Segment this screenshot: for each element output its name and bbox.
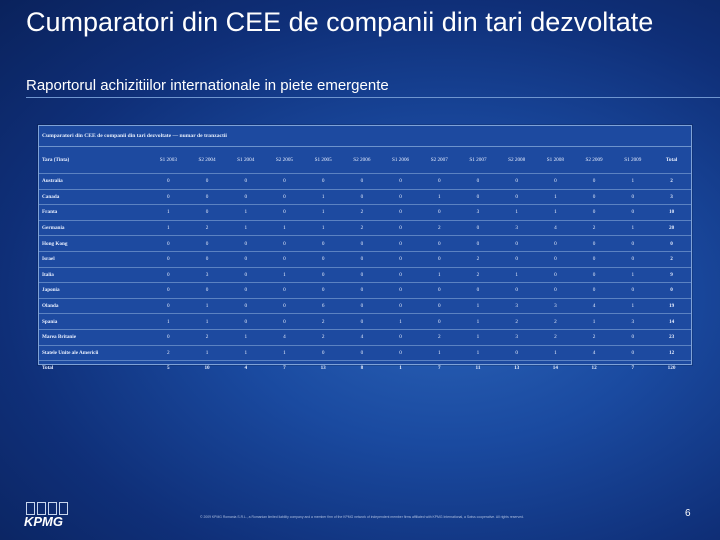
table-cell: 3 — [497, 329, 536, 345]
table-caption: Cumparatori din CEE de companii din tari dezvoltate — numar de tranzactii — [39, 126, 691, 147]
table-cell: 0 — [265, 205, 304, 221]
table-cell: 4 — [343, 329, 382, 345]
row-label: Olanda — [39, 298, 149, 314]
table-cell: 1 — [399, 365, 402, 372]
table-cell: 0 — [265, 251, 304, 267]
table-cell: 2 — [420, 329, 459, 345]
table-cell: 2 — [459, 267, 498, 283]
row-label: Statele Unite ale Americii — [39, 345, 149, 361]
row-total-cell: 2 — [652, 251, 691, 267]
table-cell: 0 — [188, 283, 227, 299]
table-cell: 1 — [459, 345, 498, 361]
table-row — [39, 314, 691, 330]
table-cell: 0 — [304, 236, 343, 252]
table-row — [39, 298, 691, 314]
table-cell: 0 — [304, 267, 343, 283]
table-cell: 14 — [552, 365, 558, 372]
table-cell: 0 — [188, 236, 227, 252]
table-cell: 1 — [226, 329, 265, 345]
table-cell: 0 — [149, 267, 188, 283]
table-cell: 0 — [226, 314, 265, 330]
table-cell: 5 — [167, 365, 170, 372]
table-cell: 0 — [381, 174, 420, 190]
table-cell: 0 — [420, 283, 459, 299]
table-cell: 1 — [265, 267, 304, 283]
table-cell: 0 — [226, 298, 265, 314]
table-cell: 2 — [188, 329, 227, 345]
row-total-cell: 12 — [652, 345, 691, 361]
table-cell: 0 — [536, 283, 575, 299]
data-table — [39, 147, 691, 376]
table-cell: 2 — [459, 251, 498, 267]
page-subtitle: Raportorul achizitiilor internationale in piete emergente — [26, 77, 389, 94]
table-cell: 0 — [575, 236, 614, 252]
table-cell: 0 — [575, 251, 614, 267]
row-label: Australia — [39, 174, 149, 190]
table-cell: 0 — [226, 283, 265, 299]
table-cell: 1 — [188, 345, 227, 361]
table-cell: 0 — [575, 267, 614, 283]
row-total-cell: 9 — [652, 267, 691, 283]
table-cell: 0 — [304, 283, 343, 299]
row-total-cell: 10 — [652, 205, 691, 221]
table-cell: 1 — [575, 314, 614, 330]
table-cell: 0 — [304, 174, 343, 190]
acquisitions-table — [38, 125, 692, 372]
table-cell: 2 — [575, 220, 614, 236]
row-total-cell: 19 — [652, 298, 691, 314]
table-cell: 4 — [265, 329, 304, 345]
table-cell: 0 — [149, 298, 188, 314]
table-cell: 0 — [343, 174, 382, 190]
table-row — [39, 283, 691, 299]
table-row — [39, 189, 691, 205]
table-cell: 0 — [420, 236, 459, 252]
row-label: Canada — [39, 189, 149, 205]
table-cell: 0 — [613, 251, 652, 267]
table-cell: 7 — [437, 365, 441, 372]
table-cell: 0 — [343, 251, 382, 267]
table-cell: 1 — [613, 267, 652, 283]
table-cell: 0 — [381, 205, 420, 221]
table-cell: 0 — [226, 267, 265, 283]
table-cell: 0 — [613, 189, 652, 205]
table-row — [39, 345, 691, 361]
table-cell: 0 — [343, 236, 382, 252]
table-cell: 0 — [188, 174, 227, 190]
table-cell: 2 — [420, 220, 459, 236]
copyright-notice: © 2009 KPMG Romania S.R.L., a Romanian limited liability company and a member firm of the KPMG network of independent member firms affiliated with KPMG International, a Swiss cooperative. All rights reserved. — [200, 515, 524, 519]
table-cell: 1 — [497, 267, 536, 283]
row-label: Spania — [39, 314, 149, 330]
row-label: Hong Kong — [39, 236, 149, 252]
table-cell: 13 — [514, 365, 520, 372]
row-total-cell: 14 — [652, 314, 691, 330]
table-cell: 0 — [226, 251, 265, 267]
table-cell: 0 — [420, 205, 459, 221]
table-cell: 2 — [188, 220, 227, 236]
row-label: Marea Britanie — [39, 329, 149, 345]
table-cell: 1 — [304, 189, 343, 205]
table-cell: 1 — [613, 174, 652, 190]
table-cell: 0 — [226, 236, 265, 252]
table-cell: 0 — [420, 174, 459, 190]
table-cell: 0 — [459, 189, 498, 205]
column-header: S1 2007 — [459, 147, 498, 174]
table-cell: 0 — [381, 236, 420, 252]
table-cell: 4 — [575, 345, 614, 361]
column-header: S1 2006 — [381, 147, 420, 174]
table-cell: 1 — [304, 205, 343, 221]
table-cell: 1 — [420, 189, 459, 205]
table-row — [39, 267, 691, 283]
table-cell: 3 — [497, 220, 536, 236]
table-cell: 0 — [265, 236, 304, 252]
total-row — [39, 361, 691, 376]
table-cell: 1 — [613, 220, 652, 236]
table-cell: 3 — [459, 205, 498, 221]
table-cell: 0 — [343, 298, 382, 314]
table-cell: 1 — [226, 220, 265, 236]
table-cell: 1 — [149, 220, 188, 236]
column-header: S1 2009 — [613, 147, 652, 174]
table-cell: 1 — [226, 205, 265, 221]
column-header: S2 2007 — [420, 147, 459, 174]
column-header: S1 2005 — [304, 147, 343, 174]
table-header-row — [39, 147, 691, 174]
table-cell: 6 — [304, 298, 343, 314]
table-cell: 4 — [575, 298, 614, 314]
table-cell: 12 — [591, 365, 597, 372]
row-label: Franta — [39, 205, 149, 221]
column-header: S2 2009 — [575, 147, 614, 174]
row-total-cell: 120 — [667, 365, 676, 372]
row-label: Israel — [39, 251, 149, 267]
table-cell: 0 — [188, 205, 227, 221]
table-cell: 1 — [304, 220, 343, 236]
table-cell: 0 — [149, 236, 188, 252]
table-cell: 1 — [536, 345, 575, 361]
table-cell: 0 — [497, 236, 536, 252]
table-cell: 0 — [613, 345, 652, 361]
table-cell: 1 — [420, 345, 459, 361]
table-cell: 2 — [304, 329, 343, 345]
table-cell: 0 — [304, 345, 343, 361]
table-cell: 2 — [304, 314, 343, 330]
table-cell: 0 — [188, 251, 227, 267]
table-row — [39, 329, 691, 345]
table-cell: 0 — [459, 174, 498, 190]
title-divider — [26, 97, 720, 98]
table-cell: 0 — [613, 205, 652, 221]
table-cell: 0 — [381, 267, 420, 283]
page-number: 6 — [685, 508, 691, 519]
table-cell: 0 — [497, 174, 536, 190]
table-cell: 1 — [149, 205, 188, 221]
table-cell: 2 — [575, 329, 614, 345]
table-cell: 4 — [536, 220, 575, 236]
table-cell: 0 — [613, 236, 652, 252]
column-header: S1 2003 — [149, 147, 188, 174]
table-cell: 0 — [575, 205, 614, 221]
table-cell: 8 — [360, 365, 364, 372]
table-cell: 0 — [613, 329, 652, 345]
logo-text: KPMG — [24, 514, 63, 529]
table-row — [39, 205, 691, 221]
table-cell: 2 — [149, 345, 188, 361]
table-cell: 0 — [149, 251, 188, 267]
table-cell: 1 — [265, 345, 304, 361]
kpmg-logo — [24, 502, 84, 532]
table-cell: 3 — [613, 314, 652, 330]
table-cell: 0 — [497, 345, 536, 361]
table-cell: 0 — [536, 174, 575, 190]
column-header-country: Tara (Tinta) — [39, 147, 149, 174]
table-cell: 1 — [188, 314, 227, 330]
table-cell: 1 — [497, 205, 536, 221]
table-cell: 0 — [226, 174, 265, 190]
table-cell: 7 — [283, 365, 286, 372]
table-cell: 0 — [343, 189, 382, 205]
row-total-cell: 0 — [652, 236, 691, 252]
row-total-cell: 3 — [652, 189, 691, 205]
table-cell: 2 — [343, 220, 382, 236]
table-cell: 0 — [459, 236, 498, 252]
table-cell: 0 — [265, 314, 304, 330]
table-row — [39, 174, 691, 190]
column-header: S2 2008 — [497, 147, 536, 174]
table-cell: 0 — [149, 329, 188, 345]
table-row — [39, 251, 691, 267]
table-cell: 0 — [497, 189, 536, 205]
column-header: S1 2008 — [536, 147, 575, 174]
table-cell: 10 — [204, 365, 210, 372]
table-cell: 0 — [149, 283, 188, 299]
table-cell: 0 — [536, 267, 575, 283]
column-header: S2 2005 — [265, 147, 304, 174]
table-cell: 0 — [420, 314, 459, 330]
table-cell: 0 — [265, 283, 304, 299]
table-cell: 2 — [536, 329, 575, 345]
table-cell: 0 — [381, 329, 420, 345]
table-cell: 0 — [149, 189, 188, 205]
table-cell: 0 — [304, 251, 343, 267]
table-cell: 0 — [343, 314, 382, 330]
table-cell: 2 — [343, 205, 382, 221]
table-cell: 1 — [536, 205, 575, 221]
table-cell: 0 — [265, 189, 304, 205]
table-cell: 0 — [575, 174, 614, 190]
page-title: Cumparatori din CEE de companii din tari dezvoltate — [26, 7, 654, 37]
table-cell: 1 — [459, 329, 498, 345]
table-cell: 0 — [381, 283, 420, 299]
table-cell: 1 — [188, 298, 227, 314]
table-cell: 0 — [149, 174, 188, 190]
column-header: Total — [652, 147, 691, 174]
table-cell: 1 — [613, 298, 652, 314]
table-cell: 11 — [475, 365, 481, 372]
table-cell: 3 — [497, 298, 536, 314]
table-cell: 0 — [381, 189, 420, 205]
table-cell: 0 — [420, 251, 459, 267]
table-cell: 7 — [631, 365, 635, 372]
table-cell: 3 — [536, 298, 575, 314]
column-header: S2 2004 — [188, 147, 227, 174]
row-label: Japonia — [39, 283, 149, 299]
table-cell: 2 — [497, 314, 536, 330]
table-cell: 0 — [536, 251, 575, 267]
table-cell: 1 — [459, 298, 498, 314]
column-header: S1 2004 — [226, 147, 265, 174]
table-cell: 1 — [226, 345, 265, 361]
table-cell: 0 — [265, 298, 304, 314]
table-row — [39, 236, 691, 252]
table-cell: 4 — [244, 365, 248, 372]
table-cell: 2 — [536, 314, 575, 330]
table-cell: 0 — [265, 174, 304, 190]
table-cell: 1 — [265, 220, 304, 236]
row-label: Italia — [39, 267, 149, 283]
table-cell: 0 — [343, 283, 382, 299]
table-cell: 13 — [320, 365, 326, 372]
table-cell: 1 — [459, 314, 498, 330]
table-cell: 1 — [420, 267, 459, 283]
table-cell: 0 — [188, 189, 227, 205]
table-cell: 1 — [381, 314, 420, 330]
table-cell: 0 — [226, 189, 265, 205]
row-total-cell: 20 — [652, 220, 691, 236]
table-row — [39, 220, 691, 236]
row-total-cell: 0 — [652, 283, 691, 299]
table-cell: 0 — [459, 283, 498, 299]
table-cell: 0 — [575, 189, 614, 205]
table-cell: 0 — [497, 251, 536, 267]
table-cell: 0 — [536, 236, 575, 252]
table-cell: 0 — [420, 298, 459, 314]
row-label: Total — [42, 365, 54, 372]
table-cell: 0 — [459, 220, 498, 236]
row-label: Germania — [39, 220, 149, 236]
column-header: S2 2006 — [343, 147, 382, 174]
table-cell: 0 — [343, 345, 382, 361]
table-cell: 0 — [497, 283, 536, 299]
table-cell: 0 — [381, 251, 420, 267]
table-cell: 1 — [149, 314, 188, 330]
row-total-cell: 2 — [652, 174, 691, 190]
table-cell: 3 — [188, 267, 227, 283]
table-cell: 0 — [343, 267, 382, 283]
table-cell: 0 — [381, 298, 420, 314]
row-total-cell: 23 — [652, 329, 691, 345]
table-cell: 0 — [613, 283, 652, 299]
table-cell: 0 — [381, 220, 420, 236]
table-cell: 0 — [381, 345, 420, 361]
table-cell: 0 — [575, 283, 614, 299]
table-cell: 1 — [536, 189, 575, 205]
